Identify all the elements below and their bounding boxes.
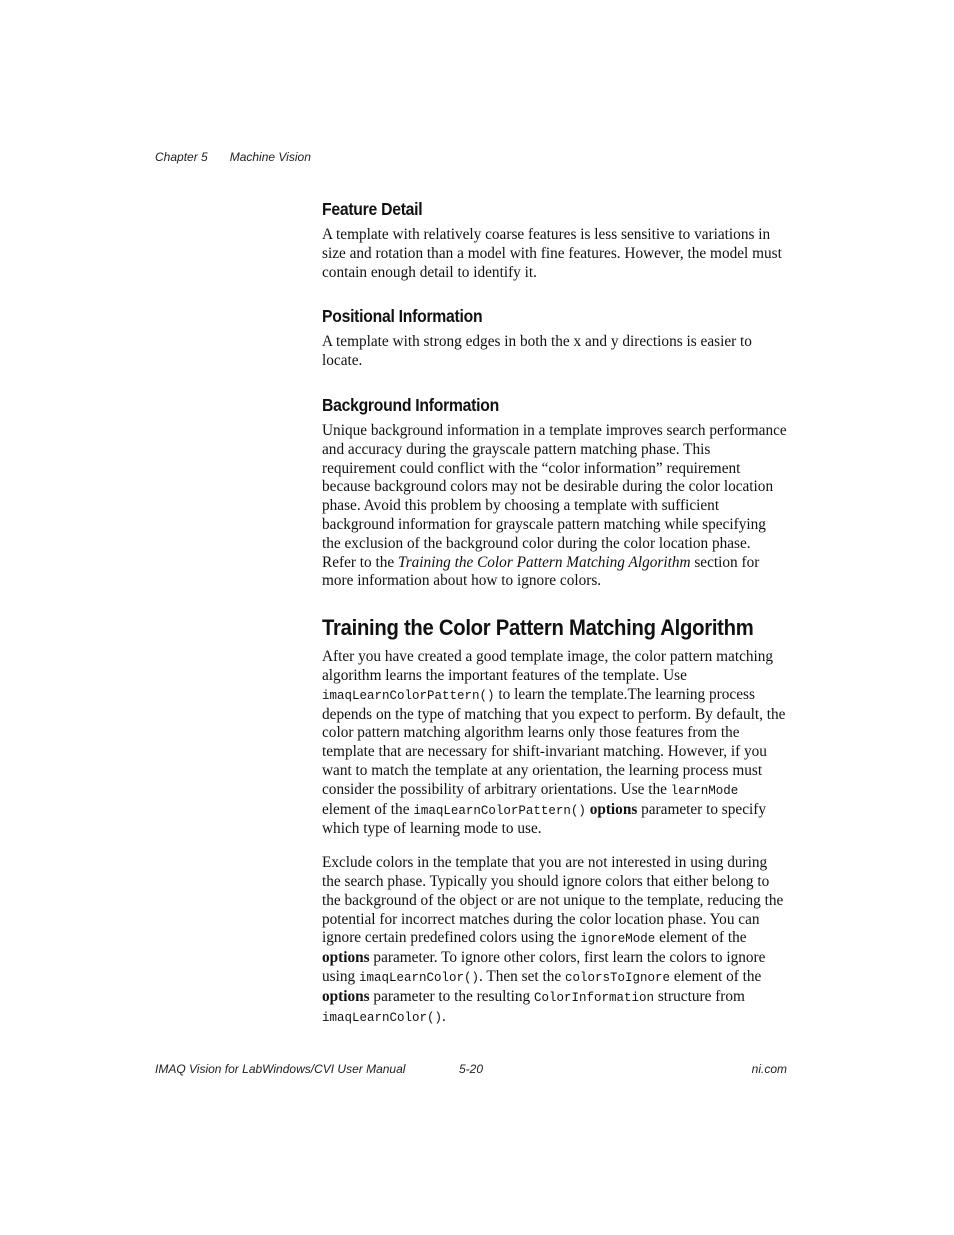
section-positional-information [322,305,787,371]
function-name: imaqLearnColorPattern() [322,688,495,703]
chapter-title: Machine Vision [229,150,311,164]
element-name: colorsToIgnore [564,970,671,985]
paragraph-learning: After you have created a good template image, the color pattern matching algorithm learns the important features of the template. Use imaqLearnColorPattern() to learn the template.The learning process depends on the type of matching that you expect to perform. By default, the color pattern matching algorithm learns only those features from the template that are necessary for shift-invariant matching. However, if you want to match the template at any orientation, the learning process must consider the possibility of arbitrary orientations. Use the learnMode element of the imaqLearnColorPattern() options parameter to specify which type of learning mode to use. [322,648,786,838]
section-background-information [322,394,787,591]
chapter-number: Chapter 5 [155,150,208,164]
section-body: A template with strong edges in both the x and y directions is easier to locate. [322,333,752,370]
running-header [155,150,311,164]
structure-name: ColorInformation [534,990,655,1005]
element-name: learnMode [670,783,739,798]
section-heading: Positional Information [322,306,483,327]
element-name: ignoreMode [580,932,656,947]
function-name: imaqLearnColor() [322,1010,443,1025]
page-number: 5-20 [459,1062,484,1076]
section-title: Training the Color Pattern Matching Algorithm [322,615,754,641]
manual-title: IMAQ Vision for LabWindows/CVI User Manual [155,1062,406,1076]
paragraph-exclude-colors: Exclude colors in the template that you are not interested in using during the search phase. Typically you should ignore colors that either belong to the background of the object or are not unique to the template, reducing the potential for incorrect matches during the color location phase. You can ignore certain predefined colors using the ignoreMode element of the options parameter. To ignore other colors, first learn the colors to ignore using imaqLearnColor(). Then set the colorsToIgnore element of the options parameter to the resulting ColorInformation structure from imaqLearnColor(). [322,854,784,1025]
parameter-name: options [322,949,370,967]
section-feature-detail [322,198,787,282]
parameter-name: options [322,987,370,1005]
section-training-algorithm [322,614,787,1027]
function-name: imaqLearnColorPattern() [413,803,586,818]
section-body: A template with relatively coarse features is less sensitive to variations in size and rotation than a model with fine features. However, the model must contain enough detail to identify it. [322,226,782,281]
cross-reference: Training the Color Pattern Matching Algorithm [398,553,691,571]
section-heading: Feature Detail [322,199,423,219]
section-heading: Background Information [322,394,499,415]
section-body: Unique background information in a template improves search performance and accuracy during the grayscale pattern matching phase. This requirement could conflict with the “color information” requirement because background colors may not be desirable during the color location phase. Avoid this problem by choosing a template with sufficient background information for grayscale pattern matching while specifying the exclusion of the background color during the color location phase. Refer to the Training the Color Pattern Matching Algorithm section for more information about how to ignore colors. [322,421,787,590]
page-content [322,198,787,1027]
parameter-name: options [589,800,638,818]
function-name: imaqLearnColor() [358,970,480,985]
website-link[interactable]: ni.com [751,1062,787,1076]
